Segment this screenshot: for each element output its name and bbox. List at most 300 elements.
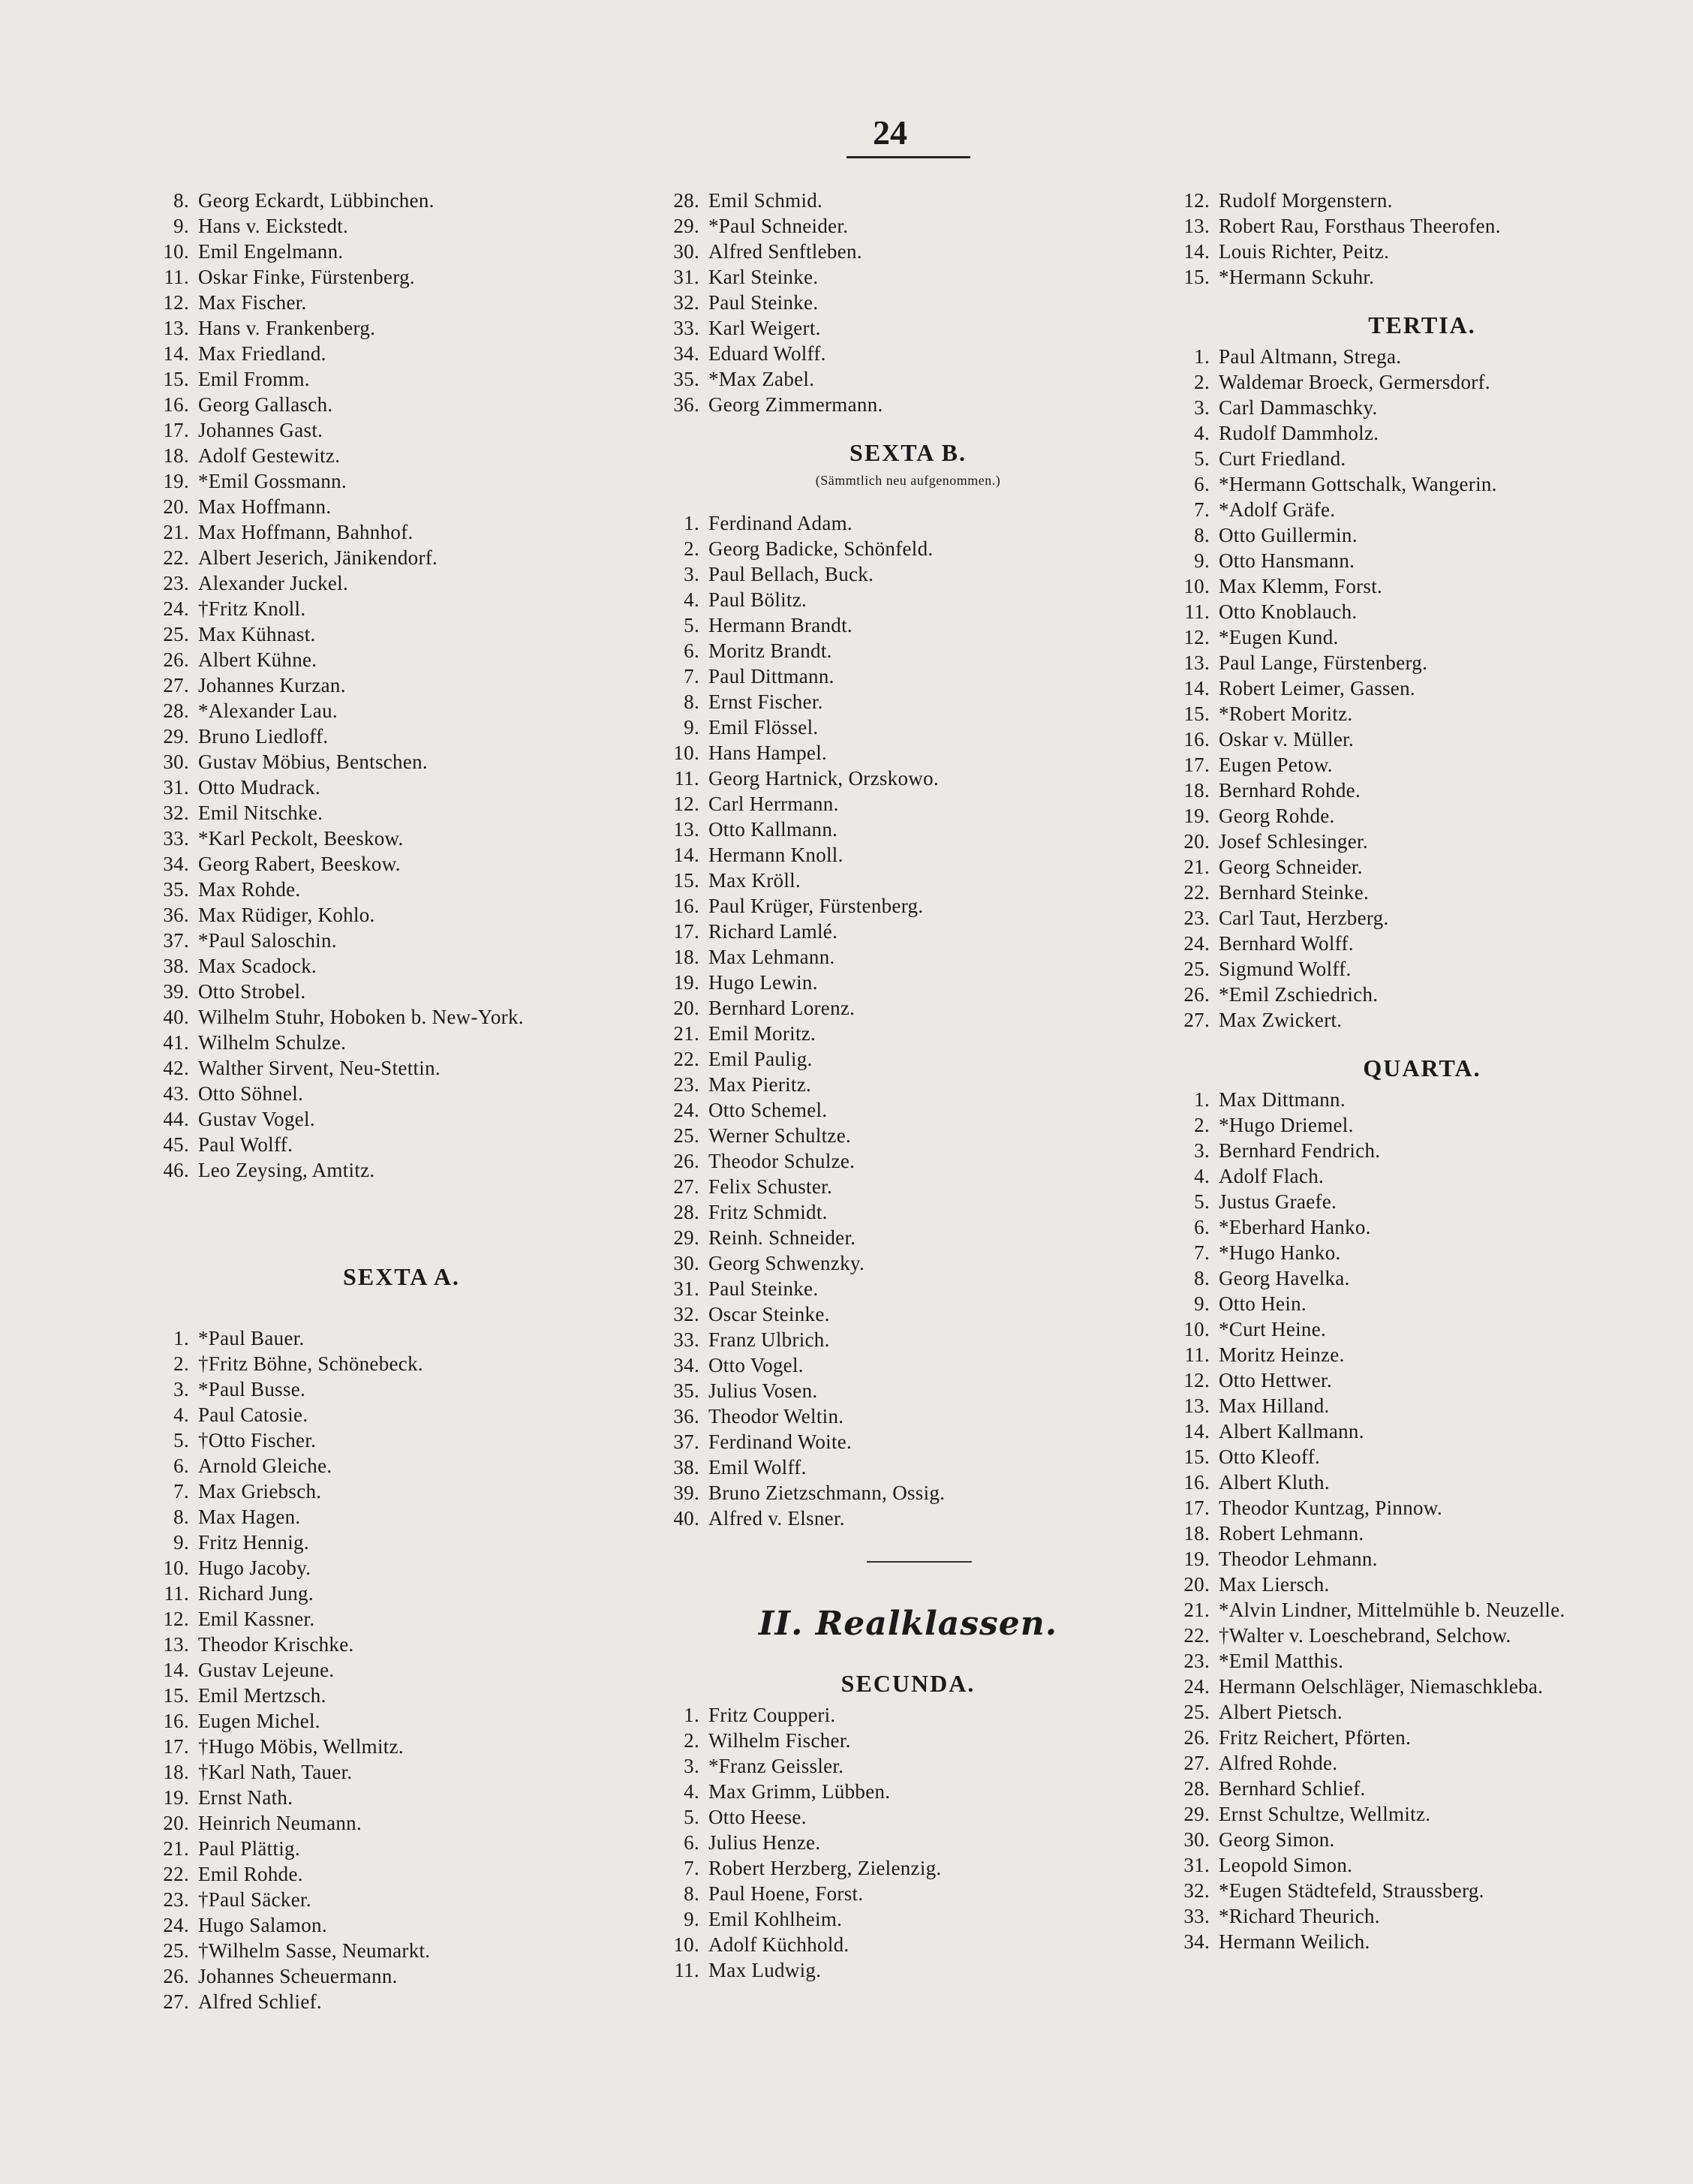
list-item (143, 239, 660, 264)
list-item-number: 10. (1183, 575, 1210, 597)
column-2 (653, 188, 1163, 1983)
list-item (1163, 1750, 1681, 1776)
list-item (143, 1657, 660, 1683)
list-item-number: 35. (163, 878, 189, 901)
list-item-number: 2. (684, 537, 699, 560)
list-item-name: Waldemar Broeck, Germersdorf. (1219, 371, 1490, 393)
list-item-number: 5. (684, 614, 699, 636)
list-item-number: 11. (674, 1959, 699, 1981)
list-item-name: Alexander Juckel. (198, 572, 349, 594)
list-item-name: Richard Jung. (198, 1582, 314, 1605)
list-item-number: 16. (1183, 728, 1210, 751)
list-item (1163, 752, 1681, 778)
list-item (653, 392, 1163, 417)
list-item-number: 4. (1194, 1165, 1210, 1187)
list-item-number: 12. (1183, 1369, 1210, 1391)
list-item-name: Eduard Wolff. (708, 342, 826, 365)
list-item-number: 7. (1194, 498, 1210, 521)
list-item-name: Robert Leimer, Gassen. (1219, 677, 1415, 699)
list-item (143, 1912, 660, 1938)
list-item-number: 2. (1194, 1114, 1210, 1136)
list-item-number: 18. (1183, 779, 1210, 802)
list-item-number: 14. (1183, 1420, 1210, 1442)
list-item-name: Georg Schwenzky. (708, 1252, 865, 1274)
list-item-number: 18. (163, 444, 189, 467)
list-item (1163, 650, 1681, 675)
list-item (1163, 1444, 1681, 1470)
list-item-number: 13. (163, 1633, 189, 1656)
list-item-number: 15. (1183, 266, 1210, 288)
list-item (143, 953, 660, 979)
list-item-name: Emil Schmid. (708, 189, 823, 212)
list-item-number: 26. (163, 1965, 189, 1987)
list-item-name: Karl Weigert. (708, 317, 821, 339)
list-item-name: Georg Gallasch. (198, 393, 333, 416)
list-item-name: *Adolf Gräfe. (1219, 498, 1336, 521)
list-item (653, 1480, 1163, 1506)
list-item-number: 26. (1183, 983, 1210, 1006)
list-item (143, 1157, 660, 1183)
list-item (1163, 1163, 1681, 1189)
list-item-name: Alfred Schlief. (198, 1990, 322, 2013)
list-item-name: Bernhard Lorenz. (708, 997, 856, 1019)
list-item-name: Walther Sirvent, Neu-Stettin. (198, 1057, 441, 1079)
section-title-tertia: TERTIA. (1368, 311, 1476, 338)
list-item (143, 1030, 660, 1055)
list-item-number: 23. (163, 1888, 189, 1911)
list-item-number: 30. (1183, 1828, 1210, 1851)
page-number: 24 (873, 113, 907, 152)
list-item (653, 638, 1163, 663)
list-item-number: 12. (1183, 189, 1210, 212)
list-item (143, 1555, 660, 1581)
list-item-number: 14. (163, 1659, 189, 1681)
list-item (1163, 497, 1681, 522)
list-item-name: Carl Herrmann. (708, 793, 839, 815)
list-item (1163, 1291, 1681, 1316)
list-item-name: *Curt Heine. (1219, 1318, 1327, 1340)
list-item-number: 7. (684, 665, 699, 687)
list-item (653, 1072, 1163, 1097)
list-secunda (653, 1702, 1163, 1983)
list-item-number: 4. (684, 588, 699, 611)
list-item (1163, 1265, 1681, 1291)
list-item-number: 34. (673, 342, 699, 365)
list-item-name: *Eugen Städtefeld, Straussberg. (1219, 1879, 1484, 1902)
list-item-number: 20. (1183, 830, 1210, 853)
list-item (143, 672, 660, 698)
list-item-name: Georg Zimmermann. (708, 393, 883, 416)
list-item-name: Max Kühnast. (198, 623, 316, 645)
list-item-number: 7. (173, 1480, 189, 1503)
list-item (1163, 522, 1681, 548)
list-item-number: 44. (163, 1108, 189, 1130)
list-item-name: Emil Moritz. (708, 1022, 816, 1045)
list-item-number: 4. (684, 1780, 699, 1803)
list-item (653, 1352, 1163, 1378)
list-item (143, 213, 660, 239)
list-item-name: *Emil Matthis. (1219, 1650, 1344, 1672)
list-item-name: Max Dittmann. (1219, 1088, 1346, 1111)
list-item (653, 1728, 1163, 1753)
list-item-number: 5. (1194, 447, 1210, 470)
list-item (653, 1506, 1163, 1531)
list-item-name: Karl Steinke. (708, 266, 819, 288)
list-item-number: 30. (673, 1252, 699, 1274)
list-item-name: Max Hoffmann, Bahnhof. (198, 521, 413, 543)
list-item-number: 31. (673, 266, 699, 288)
list-item (143, 877, 660, 902)
list-item-name: Max Grimm, Lübben. (708, 1780, 891, 1803)
list-item-number: 28. (1183, 1777, 1210, 1800)
list-item-number: 5. (173, 1429, 189, 1451)
list-item-name: Hugo Jacoby. (198, 1557, 311, 1579)
list-item-number: 7. (1194, 1241, 1210, 1264)
list-item (143, 698, 660, 723)
list-item-name: Paul Plättig. (198, 1837, 300, 1860)
list-item-number: 18. (1183, 1522, 1210, 1545)
list-item (1163, 573, 1681, 599)
list-item (143, 1106, 660, 1132)
list-item-number: 29. (673, 215, 699, 237)
list-item-number: 6. (1194, 473, 1210, 495)
list-item-number: 46. (163, 1159, 189, 1181)
list-item-number: 19. (1183, 1548, 1210, 1570)
list-item-number: 1. (684, 1704, 699, 1726)
list-item-number: 1. (1194, 1088, 1210, 1111)
list-item (143, 1453, 660, 1479)
list-item (143, 1734, 660, 1759)
list-item-number: 9. (1194, 1292, 1210, 1315)
list-item (143, 1351, 660, 1376)
list-item-number: 32. (163, 802, 189, 824)
list-item-number: 20. (163, 1812, 189, 1834)
list-item-number: 3. (684, 1755, 699, 1777)
list-item-name: Werner Schultze. (708, 1124, 852, 1147)
list-item (1163, 420, 1681, 446)
list-item-number: 3. (173, 1378, 189, 1400)
list-item-number: 24. (673, 1099, 699, 1121)
list-item (143, 545, 660, 570)
list-item-number: 12. (673, 793, 699, 815)
list-item-name: Alfred Senftleben. (708, 240, 862, 263)
list-item (1163, 624, 1681, 650)
list-item (653, 290, 1163, 315)
list-item-name: *Paul Schneider. (708, 215, 849, 237)
list-item-number: 29. (673, 1226, 699, 1249)
list-item-number: 4. (173, 1403, 189, 1426)
list-item-number: 22. (163, 1863, 189, 1885)
list-item (143, 647, 660, 672)
list-item-name: Hermann Brandt. (708, 614, 853, 636)
list-item-name: Max Kröll. (708, 869, 801, 892)
list-item-number: 1. (684, 512, 699, 534)
list-item (143, 1402, 660, 1427)
list-item-name: Max Scadock. (198, 955, 317, 977)
list-item (653, 995, 1163, 1021)
list-item (143, 188, 660, 213)
list-item (143, 341, 660, 366)
list-item (1163, 1007, 1681, 1033)
list-item-name: †Fritz Knoll. (198, 597, 306, 620)
list-item-number: 37. (163, 929, 189, 952)
list-item (143, 1861, 660, 1887)
list-item-name: Otto Kleoff. (1219, 1445, 1321, 1468)
list-item (653, 1804, 1163, 1830)
list-item-number: 38. (673, 1456, 699, 1479)
list-item-number: 23. (673, 1073, 699, 1096)
list-item-name: Georg Hartnick, Orzskowo. (708, 767, 939, 790)
list-item-number: 9. (684, 1908, 699, 1930)
list-item-number: 38. (163, 955, 189, 977)
list-item-number: 14. (163, 342, 189, 365)
list-item (653, 714, 1163, 740)
list-item-name: Max Liersch. (1219, 1573, 1330, 1596)
list-item-name: Paul Bellach, Buck. (708, 563, 874, 585)
list-item (653, 1225, 1163, 1250)
list-item-number: 18. (673, 946, 699, 968)
list-item (143, 826, 660, 851)
list-item-number: 11. (164, 266, 189, 288)
list-item (653, 1454, 1163, 1480)
list-item-name: Johannes Scheuermann. (198, 1965, 398, 1987)
list-item (143, 1427, 660, 1453)
list-item-number: 23. (1183, 907, 1210, 929)
list-item (143, 621, 660, 647)
list-item (1163, 1393, 1681, 1418)
list-item-number: 39. (163, 980, 189, 1003)
list-item-name: Paul Lange, Fürstenberg. (1219, 651, 1428, 674)
list-item-name: Albert Pietsch. (1219, 1701, 1343, 1723)
list-item (653, 1021, 1163, 1046)
list-continued (653, 188, 1163, 417)
list-item (143, 1325, 660, 1351)
list-item (653, 1702, 1163, 1728)
list-item (1163, 982, 1681, 1007)
list-item (653, 239, 1163, 264)
list-item-number: 36. (163, 904, 189, 926)
list-item (143, 1055, 660, 1081)
list-item (143, 1836, 660, 1861)
list-item-number: 10. (673, 1933, 699, 1956)
list-item-name: Hermann Knoll. (708, 844, 843, 866)
list-item-name: Emil Engelmann. (198, 240, 344, 263)
list-item-number: 25. (163, 1939, 189, 1962)
list-item-number: 1. (1194, 345, 1210, 368)
list-item-number: 8. (173, 1506, 189, 1528)
list-item-number: 31. (1183, 1854, 1210, 1876)
list-item (143, 1785, 660, 1810)
list-item (653, 1906, 1163, 1932)
list-item (653, 1097, 1163, 1123)
list-item-number: 23. (1183, 1650, 1210, 1672)
list-tertia (1163, 344, 1681, 1033)
list-item-name: Robert Rau, Forsthaus Theerofen. (1219, 215, 1501, 237)
list-item (1163, 701, 1681, 726)
list-item-number: 33. (1183, 1905, 1210, 1927)
list-item-name: Paul Dittmann. (708, 665, 834, 687)
list-item-number: 17. (673, 920, 699, 943)
list-item (143, 443, 660, 468)
list-item-name: Otto Schemel. (708, 1099, 828, 1121)
list-sexta-b (653, 510, 1163, 1531)
list-item (653, 1429, 1163, 1454)
list-item (653, 1301, 1163, 1327)
list-item-name: Gustav Vogel. (198, 1108, 315, 1130)
list-item (1163, 1495, 1681, 1521)
list-item-name: Bernhard Steinke. (1219, 881, 1370, 904)
list-item-name: Otto Strobel. (198, 980, 306, 1003)
list-item-number: 5. (684, 1806, 699, 1828)
list-item-name: *Eberhard Hanko. (1219, 1216, 1371, 1238)
list-item (143, 1759, 660, 1785)
list-item-number: 20. (1183, 1573, 1210, 1596)
list-item-number: 27. (673, 1175, 699, 1198)
list-item-name: Max Klemm, Forst. (1219, 575, 1383, 597)
list-item-name: Max Friedland. (198, 342, 326, 365)
list-item-number: 8. (173, 189, 189, 212)
list-item (143, 1938, 660, 1963)
list-item-number: 32. (673, 1303, 699, 1325)
list-item (653, 213, 1163, 239)
list-item (653, 766, 1163, 791)
list-item-name: Ernst Nath. (198, 1786, 293, 1809)
list-sexta-a (143, 1325, 660, 2014)
list-item-name: Max Pieritz. (708, 1073, 812, 1096)
list-item (143, 1581, 660, 1606)
list-item-number: 40. (673, 1507, 699, 1530)
list-item-name: Oscar Steinke. (708, 1303, 830, 1325)
list-item-name: *Hermann Sckuhr. (1219, 266, 1375, 288)
list-item (1163, 599, 1681, 624)
list-item-number: 24. (163, 597, 189, 620)
list-item-name: Max Hoffmann. (198, 495, 332, 518)
list-item-name: Bernhard Schlief. (1219, 1777, 1366, 1800)
list-item-name: Oskar Finke, Fürstenberg. (198, 266, 415, 288)
list-item-number: 14. (673, 844, 699, 866)
list-item (143, 775, 660, 800)
list-item-number: 2. (173, 1352, 189, 1375)
list-item-number: 5. (1194, 1190, 1210, 1213)
list-item (653, 1327, 1163, 1352)
list-item-name: Otto Heese. (708, 1806, 807, 1828)
list-item-name: Bruno Liedloff. (198, 725, 329, 748)
list-item-name: Franz Ulbrich. (708, 1328, 830, 1351)
list-item-number: 28. (673, 189, 699, 212)
list-item-name: Georg Badicke, Schönfeld. (708, 537, 934, 560)
list-item-number: 13. (1183, 1394, 1210, 1417)
list-item-number: 13. (163, 317, 189, 339)
list-item-name: Otto Söhnel. (198, 1082, 304, 1105)
list-item-number: 16. (163, 1710, 189, 1732)
list-item (653, 341, 1163, 366)
list-item-number: 40. (163, 1006, 189, 1028)
list-item-number: 7. (684, 1857, 699, 1879)
list-item (653, 919, 1163, 944)
list-item-number: 6. (173, 1454, 189, 1477)
list-item-number: 24. (163, 1914, 189, 1936)
list-item-number: 17. (163, 419, 189, 441)
list-item-number: 25. (163, 623, 189, 645)
list-item (1163, 1597, 1681, 1623)
list-item-name: Emil Paulig. (708, 1048, 813, 1070)
list-item-number: 33. (673, 1328, 699, 1351)
list-item-number: 13. (1183, 215, 1210, 237)
list-item-number: 11. (164, 1582, 189, 1605)
list-item-name: Moritz Heinze. (1219, 1343, 1345, 1366)
list-item-name: Hugo Lewin. (708, 971, 818, 994)
list-item (143, 1132, 660, 1157)
list-item-name: Emil Wolff. (708, 1456, 807, 1479)
list-item-number: 21. (673, 1022, 699, 1045)
list-item (653, 264, 1163, 290)
list-item-name: Adolf Flach. (1219, 1165, 1325, 1187)
list-item (1163, 1240, 1681, 1265)
list-item (653, 842, 1163, 868)
list-item-number: 16. (673, 895, 699, 917)
list-item (1163, 1827, 1681, 1852)
list-item-name: Josef Schlesinger. (1219, 830, 1368, 853)
list-item (653, 791, 1163, 817)
list-item (1163, 395, 1681, 420)
list-item (143, 749, 660, 775)
list-item-name: *Hugo Hanko. (1219, 1241, 1341, 1264)
list-item-name: Paul Altmann, Strega. (1219, 345, 1402, 368)
list-item (1163, 1878, 1681, 1903)
list-item (1163, 188, 1681, 213)
list-item-name: Otto Vogel. (708, 1354, 804, 1376)
list-item (1163, 1470, 1681, 1495)
list-item-name: Hans v. Frankenberg. (198, 317, 376, 339)
list-item-name: Max Ludwig. (708, 1959, 822, 1981)
list-item-name: Albert Kluth. (1219, 1471, 1330, 1494)
list-item-number: 22. (673, 1048, 699, 1070)
list-item (143, 1963, 660, 1989)
list-item-number: 6. (684, 1831, 699, 1854)
list-item (1163, 1674, 1681, 1699)
list-item-number: 2. (1194, 371, 1210, 393)
list-item-number: 3. (1194, 1139, 1210, 1162)
list-item-number: 9. (684, 716, 699, 739)
list-item (1163, 1572, 1681, 1597)
list-item (653, 970, 1163, 995)
list-item-name: Rudolf Morgenstern. (1219, 189, 1393, 212)
list-item-number: 8. (1194, 1267, 1210, 1289)
list-item-number: 26. (1183, 1726, 1210, 1749)
list-item (653, 536, 1163, 561)
list-item-number: 12. (1183, 626, 1210, 648)
list-item (1163, 1801, 1681, 1827)
list-item (653, 1199, 1163, 1225)
section-title-quarta: QUARTA. (1363, 1054, 1481, 1081)
list-item-name: Theodor Weltin. (708, 1405, 844, 1427)
list-item (1163, 1112, 1681, 1138)
list-item-name: Bernhard Rohde. (1219, 779, 1361, 802)
list-item-number: 15. (163, 368, 189, 390)
list-item (143, 928, 660, 953)
list-item-number: 15. (1183, 702, 1210, 725)
list-item-number: 39. (673, 1482, 699, 1504)
list-item-name: Emil Fromm. (198, 368, 310, 390)
list-item (1163, 1546, 1681, 1572)
list-item-name: Otto Knoblauch. (1219, 600, 1358, 623)
list-item (143, 519, 660, 545)
list-item (143, 596, 660, 621)
list-item-number: 22. (1183, 1624, 1210, 1647)
list-item-name: Hermann Weilich. (1219, 1930, 1370, 1953)
list-item (143, 1530, 660, 1555)
list-item-name: Ernst Schultze, Wellmitz. (1219, 1803, 1431, 1825)
